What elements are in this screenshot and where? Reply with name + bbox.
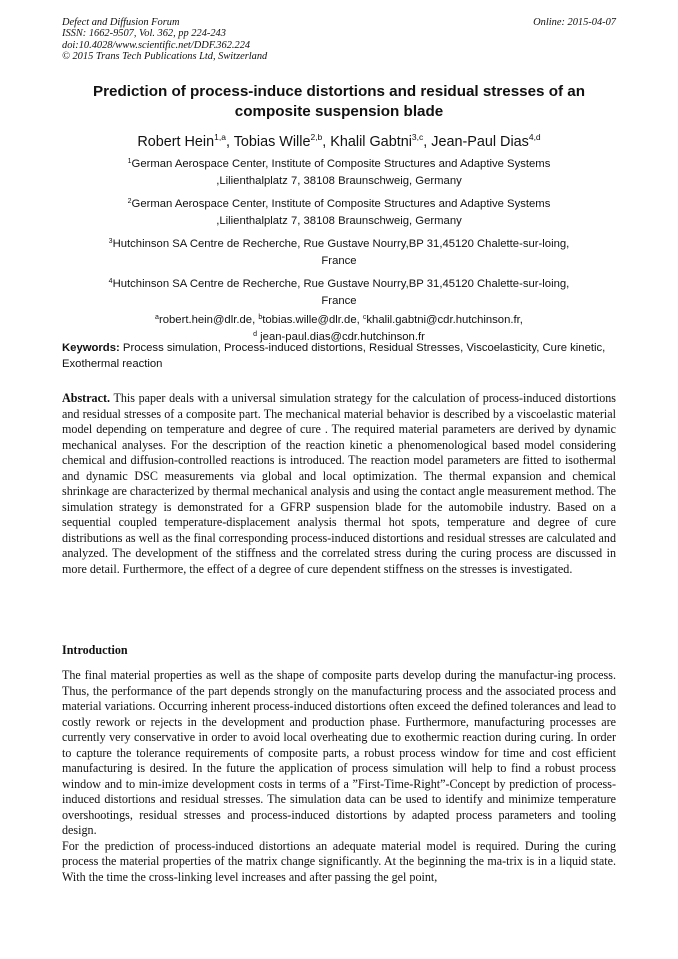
keywords-text: Process simulation, Process-induced distortions, Residual Stresses, Viscoelasticity, Cure kinetic, Exothermal reaction xyxy=(62,342,606,370)
affiliation-number: 4 xyxy=(108,278,113,285)
page-header xyxy=(62,17,616,63)
journal-name: Defect and Diffusion Forum xyxy=(62,17,180,28)
author-name: Jean-Paul Dias xyxy=(431,134,529,150)
affiliation xyxy=(62,153,616,190)
journal-issn: ISSN: 1662-9507, Vol. 362, pp 224-243 xyxy=(62,28,226,40)
author-list: Robert Hein$^{1,a}$, Tobias Wille$^{2,b}$, Khalil Gabtni$^{3,c}$, Jean-Paul Dias$^{4,d}$ xyxy=(137,132,541,150)
affiliation-number: 1 xyxy=(127,158,132,165)
email-marker: b xyxy=(258,314,263,321)
introduction-heading: Introduction xyxy=(62,643,128,657)
paper-title: Prediction of process-induce distortions and residual stresses of an composite suspension blade xyxy=(92,83,586,120)
affiliation-number: 2 xyxy=(127,198,132,205)
affiliation-line: German Aerospace Center, Institute of Composite Structures and Adaptive Systems xyxy=(131,198,551,210)
email-c[interactable]: khalil.gabtni@cdr.hutchinson.fr, xyxy=(366,314,523,326)
affiliation xyxy=(62,193,616,230)
affiliation-line: German Aerospace Center, Institute of Composite Structures and Adaptive Systems xyxy=(131,158,551,170)
affiliation-line: France xyxy=(321,295,357,307)
email-d[interactable]: jean-paul.dias@cdr.hutchinson.fr xyxy=(260,330,425,343)
affiliation-list xyxy=(62,153,616,344)
journal-info xyxy=(62,17,267,63)
introduction-body xyxy=(62,668,616,885)
journal-copyright: © 2015 Trans Tech Publications Ltd, Switzerland xyxy=(62,51,268,63)
affiliation-line: ,Lilienthalplatz 7, 38108 Braunschweig, Germany xyxy=(216,175,462,187)
affiliation-line: ,Lilienthalplatz 7, 38108 Braunschweig, Germany xyxy=(216,215,462,227)
paragraph: The final material properties as well as the shape of composite parts develop during the manufactur-ing process. Thus, the performance of the part depends strongly on the manufacturing process and the associated process and material variations. Occurring inherent process-induced distortions often exceed the defined tolerances and lead to costly rework or rejects in the development and production phase. Furthermore, manufacturing processes are currently very conservative in order to avoid local overheating due to exothermic reaction during curing. In order to capture the tolerance requirements of composite parts, a robust process window for time and cost efficient manufacturing is desired. In the future the application of process simulation will help to find a robust process window and to min-imize development costs in terms of a ”First-Time-Right”-Concept by prediction of process-induced distortions and residual stresses. The simulation data can be used to identify and minimize temperature overshootings, residual stresses and process-induced distortions by adapted process parameters and tooling design. xyxy=(62,668,616,837)
email-marker: a xyxy=(155,314,159,321)
email-list xyxy=(62,311,616,344)
keywords xyxy=(62,341,616,372)
affiliation-line: France xyxy=(321,255,357,267)
author-name: Robert Hein xyxy=(137,134,215,150)
affiliation-number: 3 xyxy=(108,238,113,245)
affiliation xyxy=(62,233,616,270)
author-name: Tobias Wille xyxy=(233,134,311,150)
email-marker: c xyxy=(362,314,367,321)
author-name: Khalil Gabtni xyxy=(330,134,412,150)
abstract-text: This paper deals with a universal simulation strategy for the calculation of process-induced distortions and residual stresses of a composite part. The mechanical material behavior is described by a viscoelastic material model depending on temperature and degree of cure . The required material parameters are derived by dynamic mechanical analyses. For the description of the reaction kinetic a phenomenological based model considering chemical and diffusion-controlled reactions is introduced. The reaction model parameters are fitted to isothermal and dynamic DSC measurements via global and local optimization. The thermal expansion and chemical shrinkage are characterized by thermal mechanical analysis and using the contact angle measurement method. The simulation strategy is demonstrated for a GFRP suspension blade for the automobile industry. Based on a sequential coupled temperature-displacement analysis thermal hot spots, temperature and degree of cure distributions as well as the final corresponding process-induced distortions and residual stresses are calculated and analyzed. The development of the stiffness and the correlated stress during the curing process are discussed in more detail. Furthermore, the effect of a degree of cure dependent stiffness on the stresses is investigated. xyxy=(62,391,616,576)
email-marker: d xyxy=(253,330,258,338)
author-superscript: 4,d xyxy=(528,132,541,142)
email-b[interactable]: tobias.wille@dlr.de, xyxy=(262,314,360,326)
email-a[interactable]: robert.hein@dlr.de, xyxy=(158,314,256,326)
keywords-label: Keywords: xyxy=(62,342,120,354)
author-superscript: 1,a xyxy=(214,132,226,142)
online-date: Online: 2015-04-07 xyxy=(533,17,616,28)
abstract xyxy=(62,391,616,577)
affiliation-line: Hutchinson SA Centre de Recherche, Rue Gustave Nourry,BP 31,45120 Chalette-sur-loing, xyxy=(112,278,570,290)
abstract-label: Abstract. xyxy=(62,391,111,405)
author-superscript: 2,b xyxy=(310,132,323,142)
author-superscript: 3,c xyxy=(411,132,424,142)
affiliation-line: Hutchinson SA Centre de Recherche, Rue Gustave Nourry,BP 31,45120 Chalette-sur-loing, xyxy=(112,238,570,250)
paragraph: For the prediction of process-induced distortions an adequate material model is required. During the curing process the material properties of the matrix change significantly. At the beginning the ma-trix is in a liquid state. With the time the cross-linking level increases and after passing the gel point, xyxy=(62,838,616,884)
affiliation xyxy=(62,273,616,310)
journal-doi[interactable]: doi:10.4028/www.scientific.net/DDF.362.224 xyxy=(62,39,251,51)
